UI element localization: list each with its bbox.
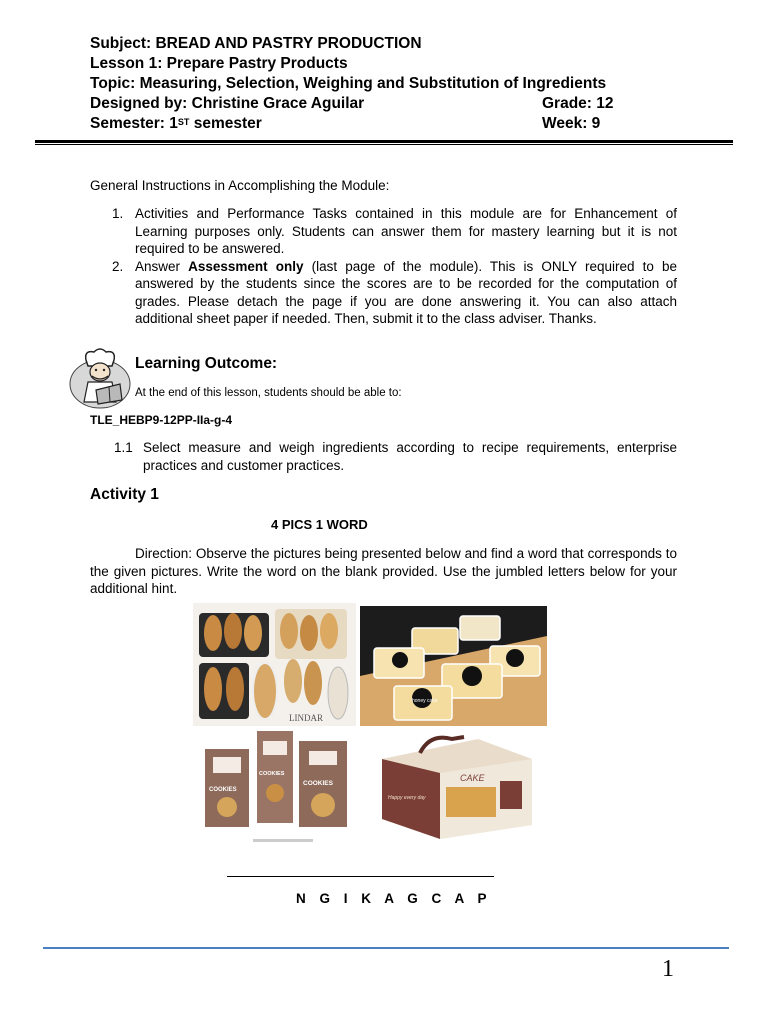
header-divider	[35, 140, 733, 143]
box-label: honey cake	[412, 698, 438, 704]
chef-reading-icon	[68, 346, 132, 410]
header-divider-thin	[35, 144, 733, 145]
page-number: 1	[662, 956, 674, 982]
semester-line	[90, 114, 690, 134]
packaged-bread-picture	[193, 603, 356, 726]
svg-text:COOKIES: COOKIES	[303, 780, 333, 787]
instruction-item: 1. Activities and Performance Tasks contained in this module are for Enhancement of Learning purposes only. Students can answer them for mastery learning but it is not required to be answered.	[112, 206, 677, 256]
activity-direction: Direction: Observe the pictures being presented below and find a word that corresponds to the given pictures. Write the word on the blank provided. Use the jumbled letters below for your additional hint.	[90, 546, 677, 596]
instructions-heading: General Instructions in Accomplishing the Module:	[90, 178, 390, 193]
designed-by: Designed by: Christine Grace Aguilar	[90, 95, 365, 112]
document-header	[90, 34, 690, 134]
box-brand-text: CAKE	[460, 773, 485, 783]
learning-outcome-subtitle: At the end of this lesson, students should be able to:	[135, 387, 402, 399]
instructions-list	[90, 205, 677, 328]
game-title: 4 PICS 1 WORD	[271, 517, 368, 532]
week: Week: 9	[542, 115, 601, 132]
topic-line: Topic: Measuring, Selection, Weighing and Substitution of Ingredients	[90, 75, 607, 92]
semester: Semester: 1ST semester	[90, 115, 262, 132]
learning-outcome-title: Learning Outcome:	[135, 355, 278, 372]
bag-label: COOKIES	[209, 787, 237, 793]
grade: Grade: 12	[542, 95, 614, 112]
competency-code: TLE_HEBP9-12PP-IIa-g-4	[90, 413, 233, 427]
jumbled-letters: N G I K A G C A P	[296, 891, 492, 906]
instruction-item: 2. Answer Assessment only (last page of the module). This is ONLY required to be answered by the students since the scores are to be recorded for the computation of grades. Please detach the page if you are done answering it. You can also attach additional sheet paper if needed. Then, submit it to the class adviser. Thanks.	[112, 258, 677, 326]
activity-title: Activity 1	[90, 486, 159, 503]
svg-text:COOKIES: COOKIES	[259, 771, 285, 777]
answer-blank-line[interactable]	[227, 876, 494, 877]
objective-item: 1.1 Select measure and weigh ingredients according to recipe requirements, enterprise practices and customer practices.	[114, 440, 677, 473]
designer-line	[90, 94, 690, 114]
lesson-line: Lesson 1: Prepare Pastry Products	[90, 55, 348, 72]
footer-divider	[43, 947, 729, 949]
cookie-bags-picture	[193, 729, 356, 849]
cake-box-picture	[360, 729, 553, 842]
cake-boxes-picture	[360, 606, 547, 726]
bakery-logo: LINDAR	[289, 713, 323, 723]
box-slogan-text: Happy every day	[388, 795, 426, 801]
subject-line: Subject: BREAD AND PASTRY PRODUCTION	[90, 35, 422, 52]
